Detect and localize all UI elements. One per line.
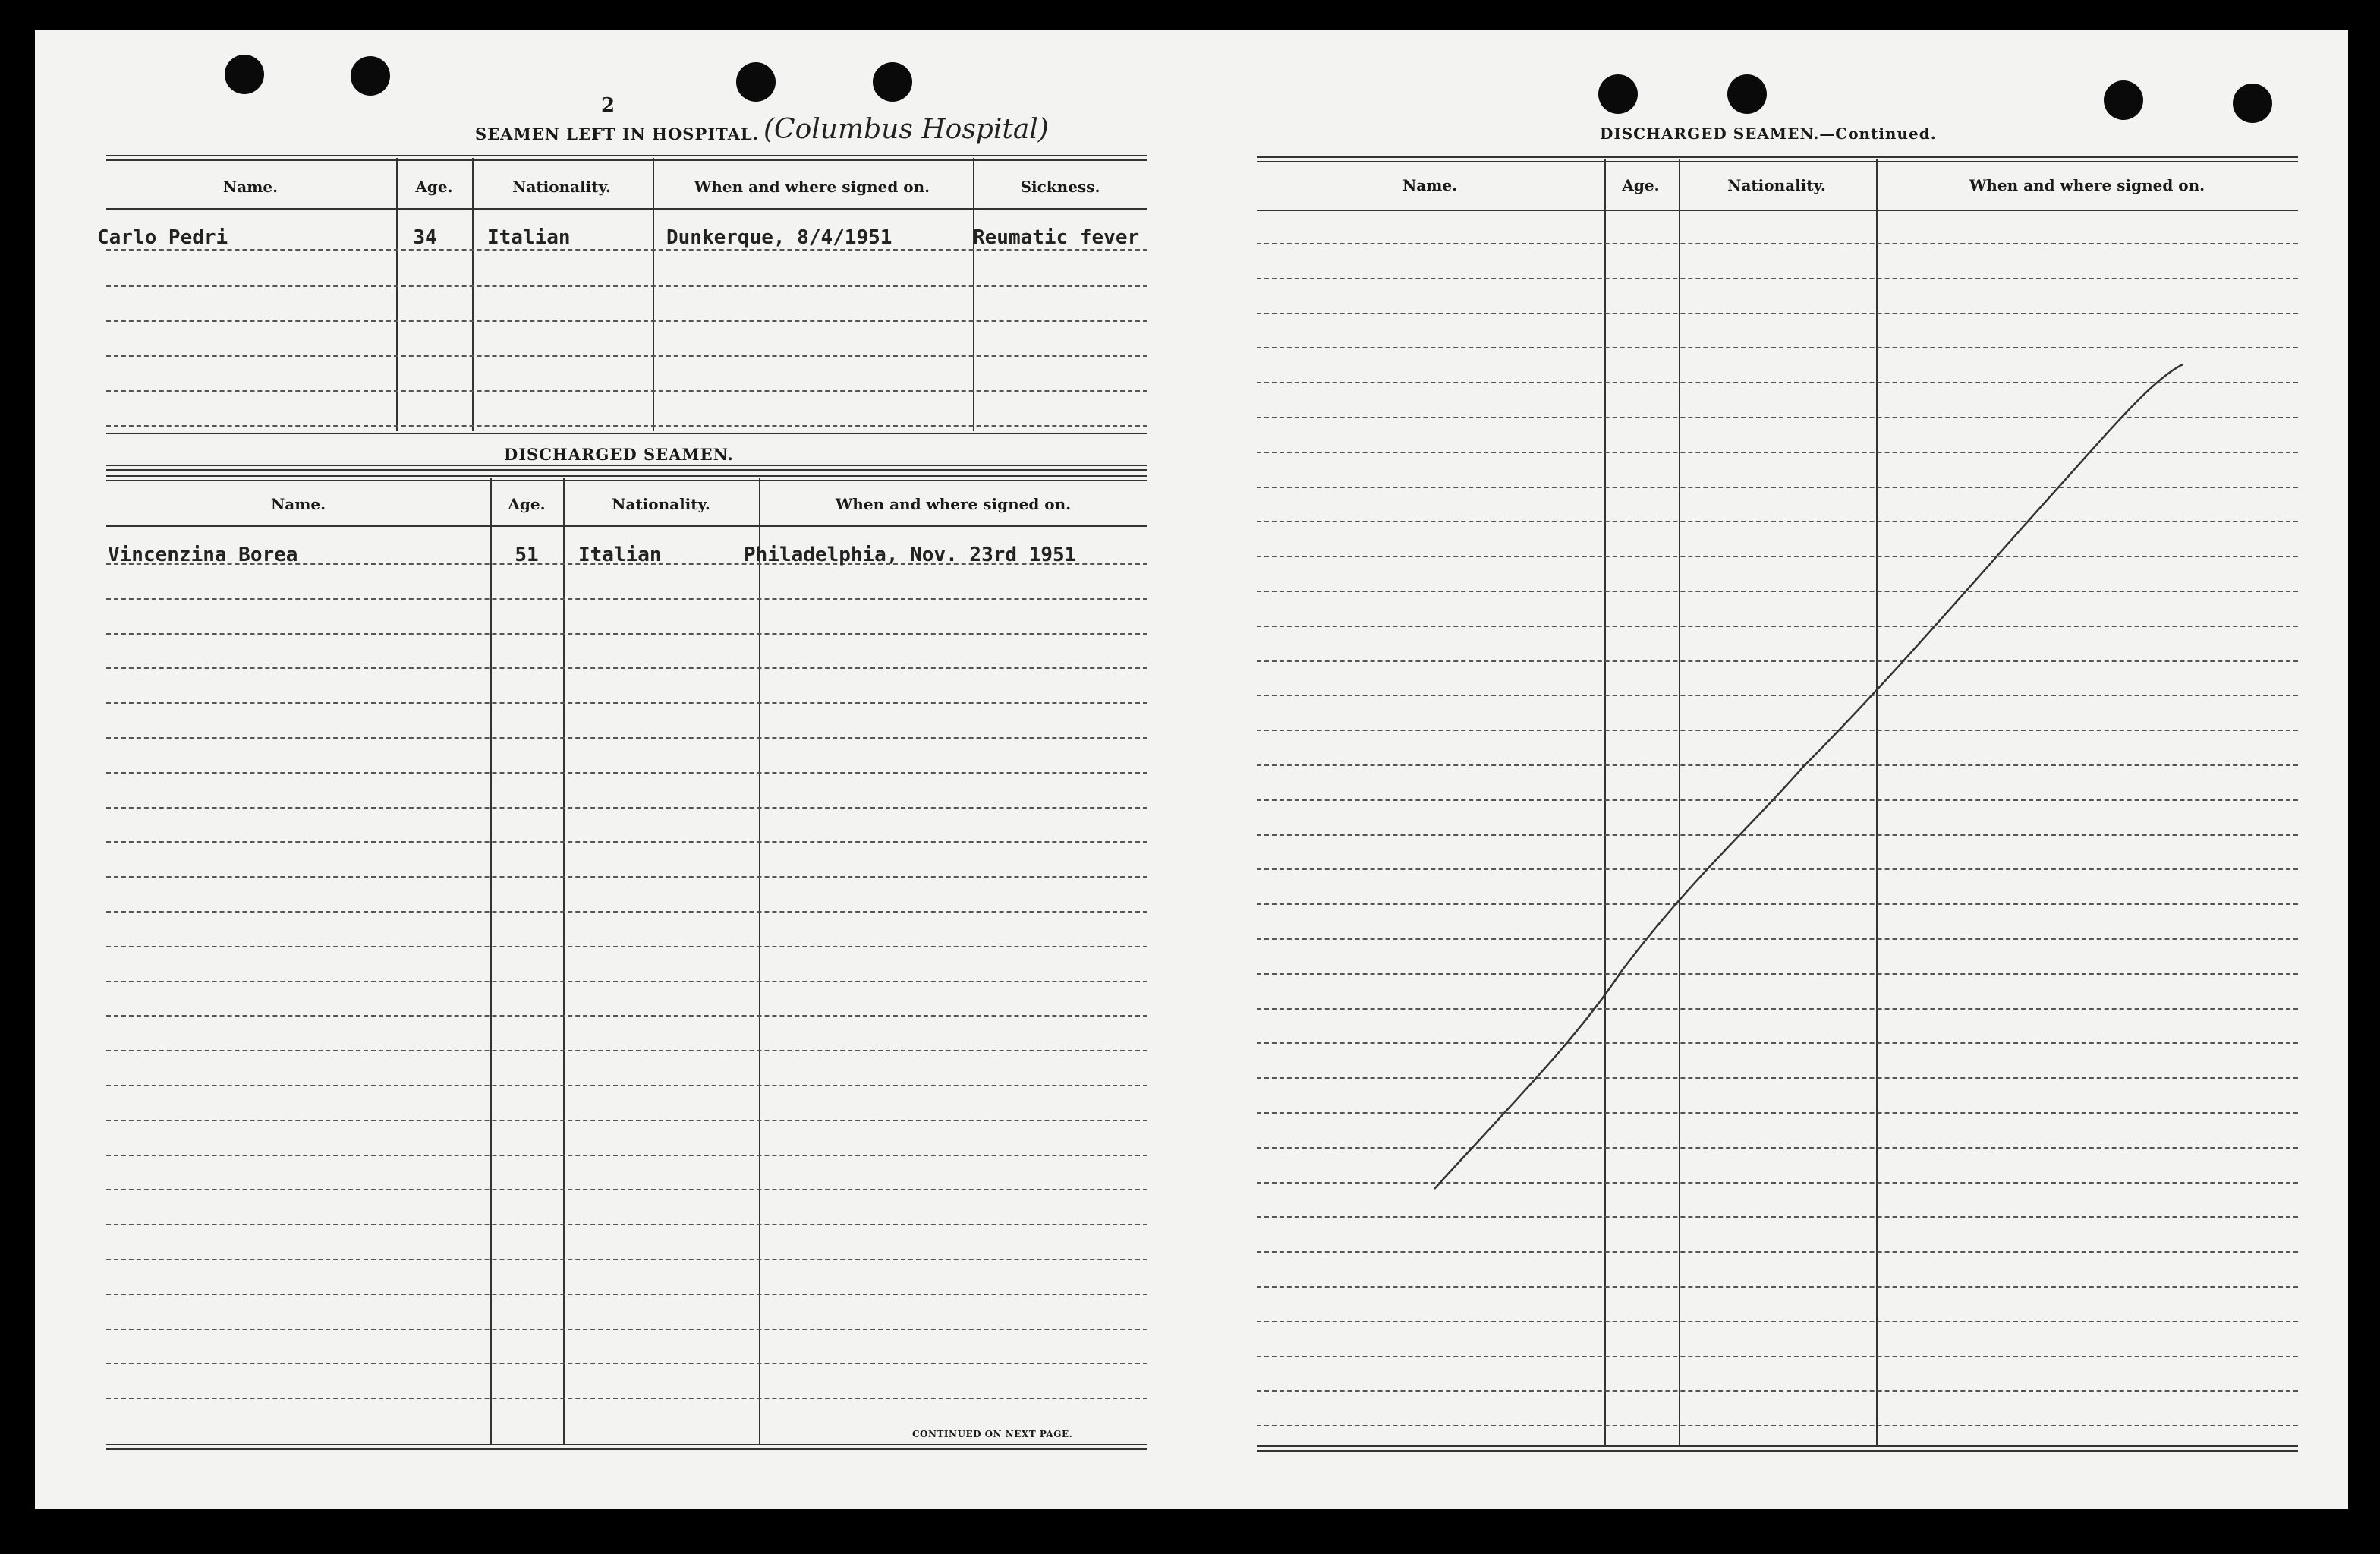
cancellation-stroke [35,30,2348,1509]
hospital-col-sickness: Sickness. [1020,178,1100,196]
discharged-col-signed-on: When and where signed on. [835,495,1072,513]
right-page-title: DISCHARGED SEAMEN.—Continued. [1600,125,1937,143]
continued-note: CONTINUED ON NEXT PAGE. [912,1429,1073,1439]
hospital-col-nationality: Nationality. [512,178,611,196]
hospital-section-title: SEAMEN LEFT IN HOSPITAL. [475,125,759,143]
discharged-row-nationality: Italian [578,544,662,566]
hospital-row-age: 34 [413,226,437,249]
hospital-col-signed-on: When and where signed on. [694,178,930,196]
right-col-name: Name. [1402,176,1458,194]
right-col-age: Age. [1622,176,1660,194]
discharged-col-age: Age. [508,495,546,513]
hospital-row-signed-on: Dunkerque, 8/4/1951 [666,226,892,249]
hospital-row-sickness: Reumatic fever [973,226,1140,249]
discharged-row-name: Vincenzina Borea [108,544,298,566]
hospital-col-age: Age. [415,178,453,196]
page-number: 2 [601,94,615,117]
discharged-col-name: Name. [270,495,326,513]
hospital-col-name: Name. [222,178,279,196]
right-col-nationality: Nationality. [1727,176,1826,194]
hospital-row-nationality: Italian [487,226,571,249]
cancellation-line [1434,364,2183,1189]
hospital-handwritten-note: (Columbus Hospital) [763,114,1049,145]
discharged-col-nationality: Nationality. [612,495,710,513]
hospital-row-name: Carlo Pedri [97,226,228,249]
right-col-signed-on: When and where signed on. [1969,176,2205,194]
document-sheet [35,30,2348,1509]
discharged-row-age: 51 [515,544,539,566]
discharged-row-signed-on: Philadelphia, Nov. 23rd 1951 [744,544,1077,566]
discharged-section-title: DISCHARGED SEAMEN. [504,445,734,464]
